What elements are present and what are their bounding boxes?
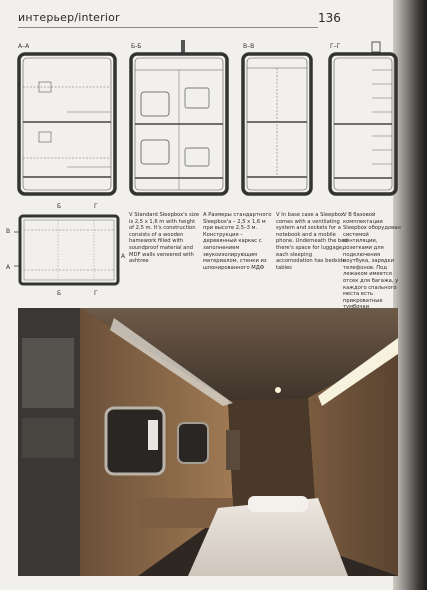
text-column-ru-size: A Размеры стандартного Sleepbox'a – 2,5 x 1,6 м при высоте 2,5–3 м. Конструкция – деревянный каркас с заполнением звукоизолирующим материалом, стенки из шпонированного МДФ [203,212,272,271]
plan-mark-v-left: В [6,228,11,235]
photo-illustration [18,308,398,576]
text-column-en-size: V Standard Sleepbox's size is 2,5 x 1,6 m with height of 2,5 m. It's construction consists of a wooden hamework filled with soundproof material and MDF walls veneered with ashtree [129,212,200,265]
plan-mark-b-bottom: Б [57,290,62,297]
section-drawing-v [241,52,313,197]
drawing-label-g: Г–Г [330,43,341,50]
plan-mark-a-right: А [121,253,126,260]
plan-mark-a-left: А [6,264,11,271]
section-title: интерьер/interior [18,11,120,24]
drawing-label-a: А–А [18,43,30,50]
drawing-label-b: Б-Б [131,43,142,50]
drawing-label-v: В–В [243,43,255,50]
section-drawing-a [17,52,117,197]
header-rule [18,27,318,28]
plan-mark-g-top: Г [94,203,98,210]
plan-mark-g-bottom: Г [94,290,98,297]
sleepbox-interior-photo [18,308,398,576]
text-column-ru-equipment: V В базовой комплектации Sleepbox оборудован системой вентиляции, розетками для подключения ноутбука, зарядки телефонов. Под лежаком имеется отсек для багажа, у каждого спального места есть прикроватные [343,212,401,304]
page-number: 136 [318,11,341,25]
text-column-en-equipment: V In base case a Sleepbox comes with a ventilating system and sockets for a notebook and a mobile phone. Underneath the bed there's space for luggage, each sleeping accomodation has bedside tables [276,212,348,271]
section-drawing-g [328,40,398,197]
plan-mark-b-top: Б [57,203,62,210]
floor-plan-drawing [14,210,124,290]
section-drawing-b [129,40,229,197]
